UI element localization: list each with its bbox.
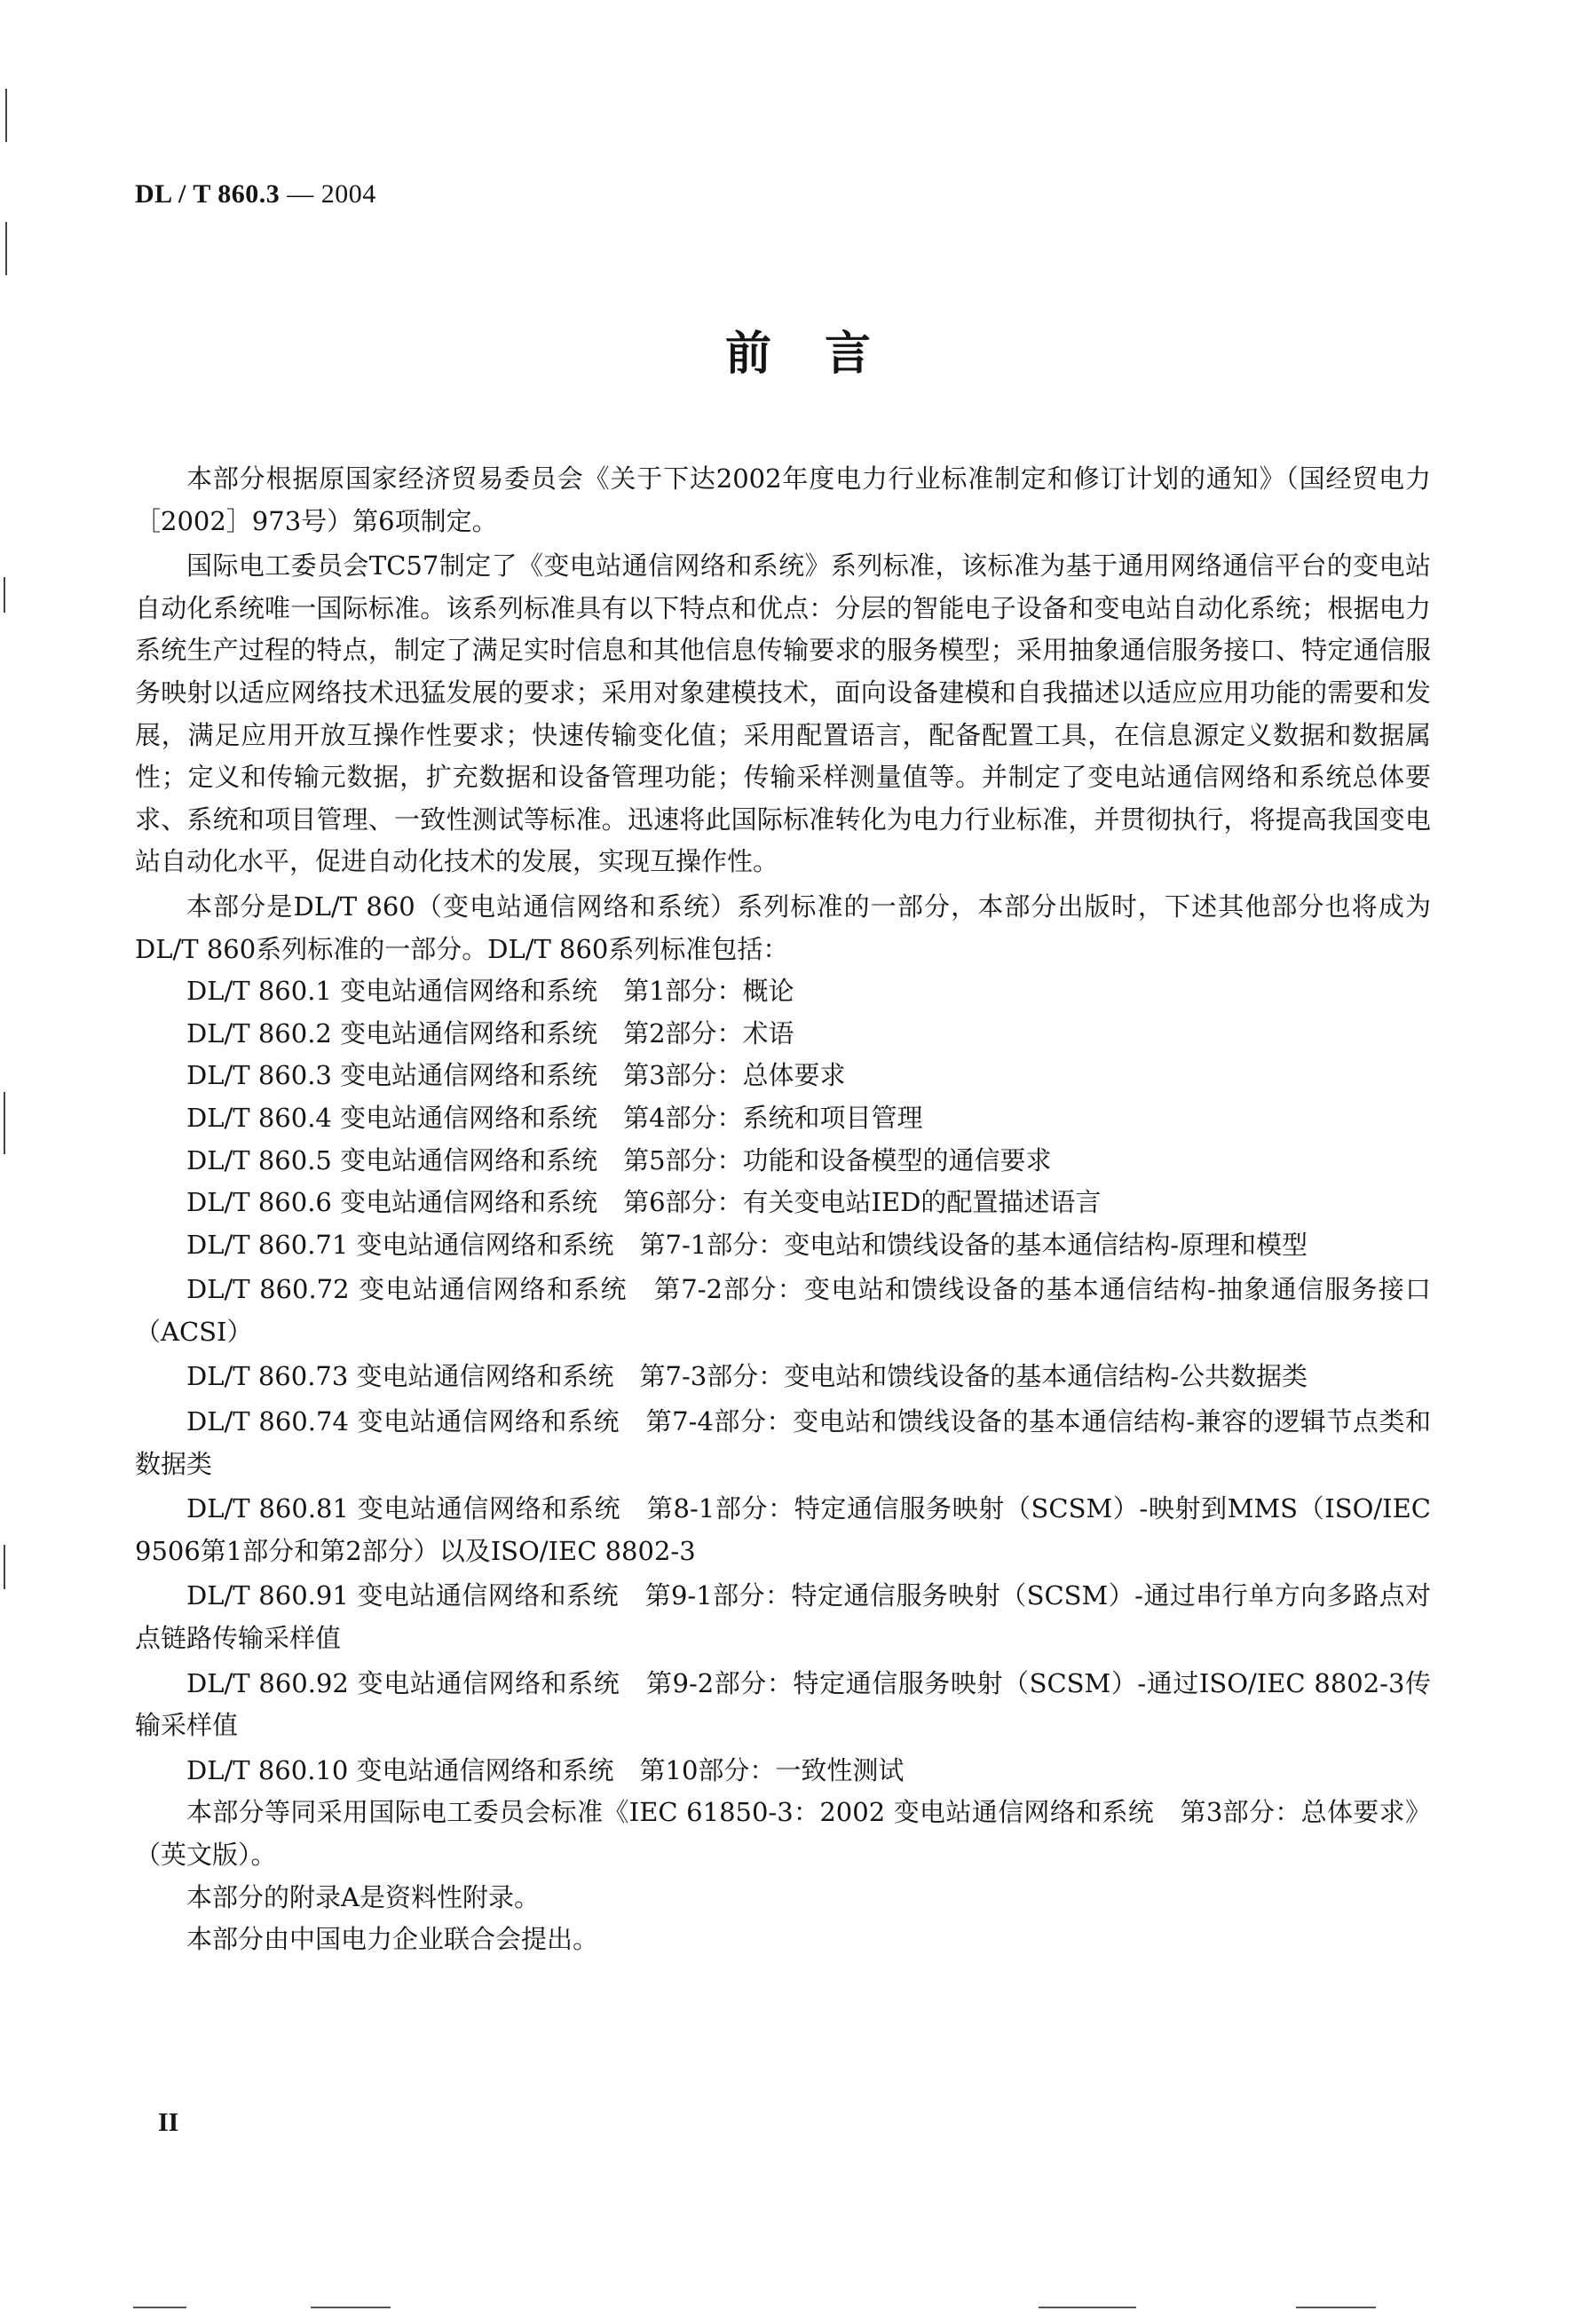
scan-edge-mark <box>5 89 7 142</box>
foreword-body <box>135 458 1431 1961</box>
list-item: DL/T 860.4 变电站通信网络和系统 第4部分：系统和项目管理 <box>186 1102 923 1133</box>
list-item: DL/T 860.74 变电站通信网络和系统 第7-4部分：变电站和馈线设备的基本通信结构-兼容的逻辑节点类和数据类 <box>135 1406 1431 1479</box>
scan-edge-mark <box>4 577 5 613</box>
page-number: II <box>158 2108 179 2137</box>
list-item: DL/T 860.91 变电站通信网络和系统 第9-1部分：特定通信服务映射（SCSM）-通过串行单方向多路点对点链路传输采样值 <box>135 1580 1431 1654</box>
list-item: DL/T 860.10 变电站通信网络和系统 第10部分：一致性测试 <box>186 1754 905 1785</box>
list-item: DL/T 860.5 变电站通信网络和系统 第5部分：功能和设备模型的通信要求 <box>186 1144 1052 1175</box>
paragraph: 本部分根据原国家经济贸易委员会《关于下达2002年度电力行业标准制定和修订计划的通知》（国经贸电力［2002］973号）第6项制定。 <box>135 463 1431 536</box>
paragraph: 本部分由中国电力企业联合会提出。 <box>186 1924 599 1955</box>
scan-edge-mark <box>4 1092 5 1154</box>
list-item: DL/T 860.71 变电站通信网络和系统 第7-1部分：变电站和馈线设备的基本通信结构-原理和模型 <box>186 1229 1308 1260</box>
scan-edge-mark <box>4 1545 5 1589</box>
standard-code-header <box>135 179 376 210</box>
standard-code: DL / T 860.3 <box>135 179 280 209</box>
paragraph: 本部分的附录A是资料性附录。 <box>186 1881 540 1912</box>
scan-bottom-rule <box>1296 2307 1376 2308</box>
paragraph: 本部分等同采用国际电工委员会标准《IEC 61850-3：2002 变电站通信网络和系统 第3部分：总体要求》（英文版）。 <box>135 1797 1431 1870</box>
scan-bottom-rule <box>1039 2307 1136 2308</box>
list-item: DL/T 860.92 变电站通信网络和系统 第9-2部分：特定通信服务映射（SCSM）-通过ISO/IEC 8802-3传输采样值 <box>135 1667 1431 1741</box>
scan-bottom-rule <box>133 2307 186 2308</box>
list-item: DL/T 860.72 变电站通信网络和系统 第7-2部分：变电站和馈线设备的基本通信结构-抽象通信服务接口（ACSI） <box>135 1274 1431 1347</box>
paragraph: 国际电工委员会TC57制定了《变电站通信网络和系统》系列标准，该标准为基于通用网络通信平台的变电站自动化系统唯一国际标准。该系列标准具有以下特点和优点：分层的智能电子设备和变电站自动化系统；根据电力系统生产过程的特点，制定了满足实时信息和其他信息传输要求的服务模型；采用抽象通信服务接口、特定通信服务映射以适应网络技术迅猛发展的要求；采用对象建模技术，面向设备建模和自我描述以适应应用功能的需要和发展，满足应用开放互操作性要求；快速传输变化值；采用配置语言，配备配置工具，在信息源定义数据和数据属性；定义和传输元数据，扩充数据和设备管理功能；传输采样测量值等。并制定了变电站通信网络和系统总体要求、系统和项目管理、一致性测试等标准。迅速将此国际标准转化为电力行业标准，并贯彻执行，将提高我国变电站自动化水平，促进自动化技术的发展，实现互操作性。 <box>135 550 1431 877</box>
list-item: DL/T 860.3 变电站通信网络和系统 第3部分：总体要求 <box>186 1060 846 1091</box>
list-item: DL/T 860.6 变电站通信网络和系统 第6部分：有关变电站IED的配置描述语言 <box>186 1187 1102 1218</box>
list-item: DL/T 860.73 变电站通信网络和系统 第7-3部分：变电站和馈线设备的基本通信结构-公共数据类 <box>186 1361 1308 1392</box>
list-item: DL/T 860.1 变电站通信网络和系统 第1部分：概论 <box>186 976 794 1007</box>
paragraph: 本部分是DL/T 860（变电站通信网络和系统）系列标准的一部分，本部分出版时，下述其他部分也将成为DL/T 860系列标准的一部分。DL/T 860系列标准包括： <box>135 890 1431 964</box>
list-item: DL/T 860.81 变电站通信网络和系统 第8-1部分：特定通信服务映射（SCSM）-映射到MMS（ISO/IEC 9506第1部分和第2部分）以及ISO/IEC 8802-3 <box>135 1493 1431 1566</box>
standard-year: — 2004 <box>287 179 376 209</box>
scan-bottom-rule <box>311 2307 391 2308</box>
page-title: 前言 <box>724 328 924 381</box>
list-item: DL/T 860.2 变电站通信网络和系统 第2部分：术语 <box>186 1017 794 1049</box>
scan-edge-mark <box>5 222 7 275</box>
